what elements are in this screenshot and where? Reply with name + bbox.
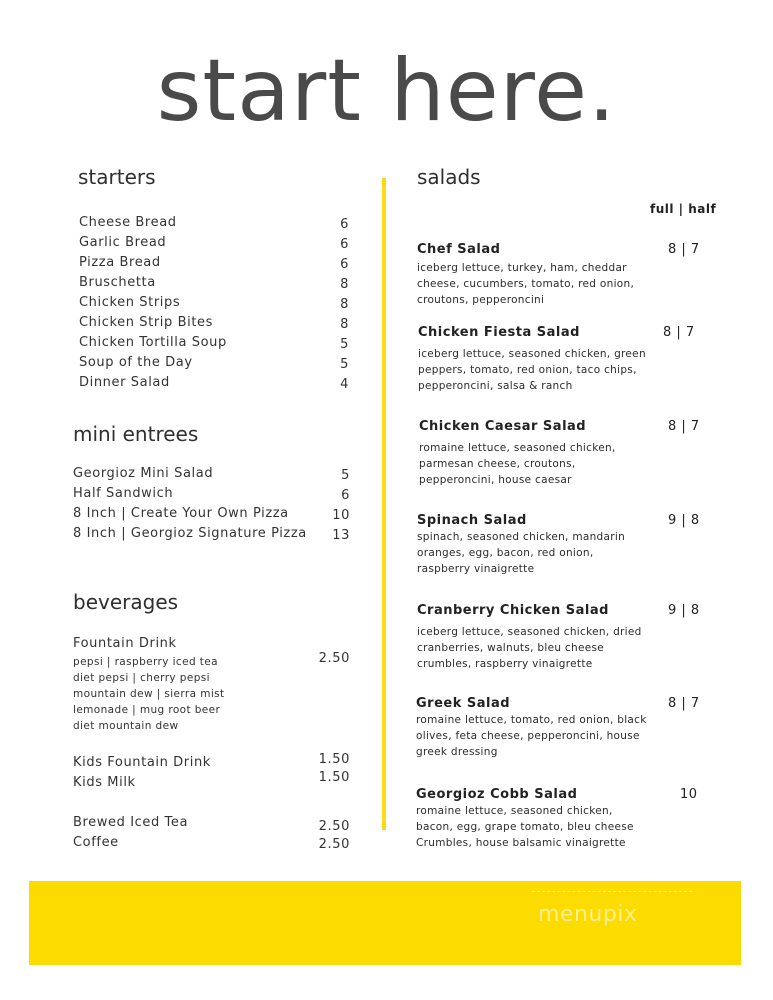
starters-heading: starters: [78, 165, 156, 189]
list-item: Kids Fountain Drink 1.50: [73, 752, 350, 770]
list-item: lemonade | mug root beer: [73, 704, 221, 716]
list-item: Chicken Strips 8: [79, 295, 349, 312]
list-item: Georgioz Mini Salad 5: [73, 466, 350, 483]
kids-drinks: [73, 752, 350, 795]
list-item: mountain dew | sierra mist: [73, 688, 225, 700]
salad-item: [417, 603, 717, 672]
salad-price: 8 | 7: [668, 419, 700, 434]
salad-name: Spinach Salad: [417, 513, 527, 528]
watermark: menupix: [538, 902, 638, 927]
salad-name: Greek Salad: [416, 696, 511, 711]
list-item: Pizza Bread 6: [79, 255, 349, 272]
salads-heading: salads: [417, 165, 481, 189]
salad-description: romaine lettuce, seasoned chicken, bacon, egg, grape tomato, bleu cheese Crumbles, house balsamic vinaigrette: [416, 805, 634, 849]
list-item: Chicken Strip Bites 8: [79, 315, 349, 332]
salad-item: [419, 419, 719, 488]
mini-entrees-list: [73, 466, 350, 546]
beverages-heading: beverages: [73, 590, 179, 614]
salad-item: [418, 325, 718, 394]
list-item: Dinner Salad 4: [79, 375, 349, 392]
list-item: pepsi | raspberry iced tea: [73, 656, 218, 668]
tea-coffee: [73, 815, 350, 855]
salad-name: Cranberry Chicken Salad: [417, 603, 609, 618]
list-item: 8 Inch | Create Your Own Pizza 10: [73, 506, 350, 523]
salad-item: [417, 513, 717, 577]
list-item: diet pepsi | cherry pepsi: [73, 672, 210, 684]
salad-price: 9 | 8: [668, 603, 700, 618]
column-divider: [382, 178, 386, 830]
list-item: Soup of the Day 5: [79, 355, 349, 372]
salad-description: iceberg lettuce, turkey, ham, cheddar cheese, cucumbers, tomato, red onion, croutons, pepperoncini: [417, 262, 635, 306]
salad-name: Chicken Caesar Salad: [419, 419, 587, 434]
size-label: full | half: [650, 202, 717, 216]
salad-item: [416, 696, 716, 760]
watermark-rule: [532, 891, 692, 892]
salad-name: Chef Salad: [417, 242, 501, 257]
list-item: Bruschetta 8: [79, 275, 349, 292]
list-item: Half Sandwich 6: [73, 486, 350, 503]
starters-list: [79, 215, 349, 395]
salad-price: 8 | 7: [668, 242, 700, 257]
salad-name: Chicken Fiesta Salad: [418, 325, 580, 340]
list-item: Garlic Bread 6: [79, 235, 349, 252]
list-item: Coffee 2.50: [73, 835, 350, 852]
salad-description: romaine lettuce, seasoned chicken, parmesan cheese, croutons, pepperoncini, house caesar: [419, 442, 616, 486]
list-item: Kids Milk 1.50: [73, 770, 350, 790]
fountain-drink-name: Fountain Drink: [73, 636, 177, 651]
mini-entrees-heading: mini entrees: [73, 422, 199, 446]
salad-description: romaine lettuce, tomato, red onion, black olives, feta cheese, pepperoncini, house greek dressing: [416, 714, 647, 758]
salad-description: spinach, seasoned chicken, mandarin oranges, egg, bacon, red onion, raspberry vinaigrette: [417, 531, 626, 575]
salad-description: iceberg lettuce, seasoned chicken, green peppers, tomato, red onion, taco chips, pepperoncini, salsa & ranch: [418, 348, 646, 392]
fountain-options: [73, 654, 350, 734]
salad-price: 8 | 7: [668, 696, 700, 711]
fountain-drink: [73, 636, 350, 734]
page-title: start here.: [156, 41, 617, 141]
list-item: Brewed Iced Tea 2.50: [73, 815, 350, 834]
list-item: Cheese Bread 6: [79, 215, 349, 232]
salad-item: [417, 242, 717, 308]
list-item: Chicken Tortilla Soup 5: [79, 335, 349, 352]
salad-item: [416, 787, 716, 851]
list-item: 8 Inch | Georgioz Signature Pizza 13: [73, 526, 350, 543]
salad-description: iceberg lettuce, seasoned chicken, dried cranberries, walnuts, bleu cheese crumbles, raspberry vinaigrette: [417, 626, 642, 670]
salad-name: Georgioz Cobb Salad: [416, 787, 578, 802]
salad-price: 9 | 8: [668, 513, 700, 528]
fountain-drink-price: 2.50: [318, 651, 350, 666]
salad-price: 10: [680, 787, 698, 802]
salad-price: 8 | 7: [663, 325, 695, 340]
list-item: diet mountain dew: [73, 720, 179, 732]
